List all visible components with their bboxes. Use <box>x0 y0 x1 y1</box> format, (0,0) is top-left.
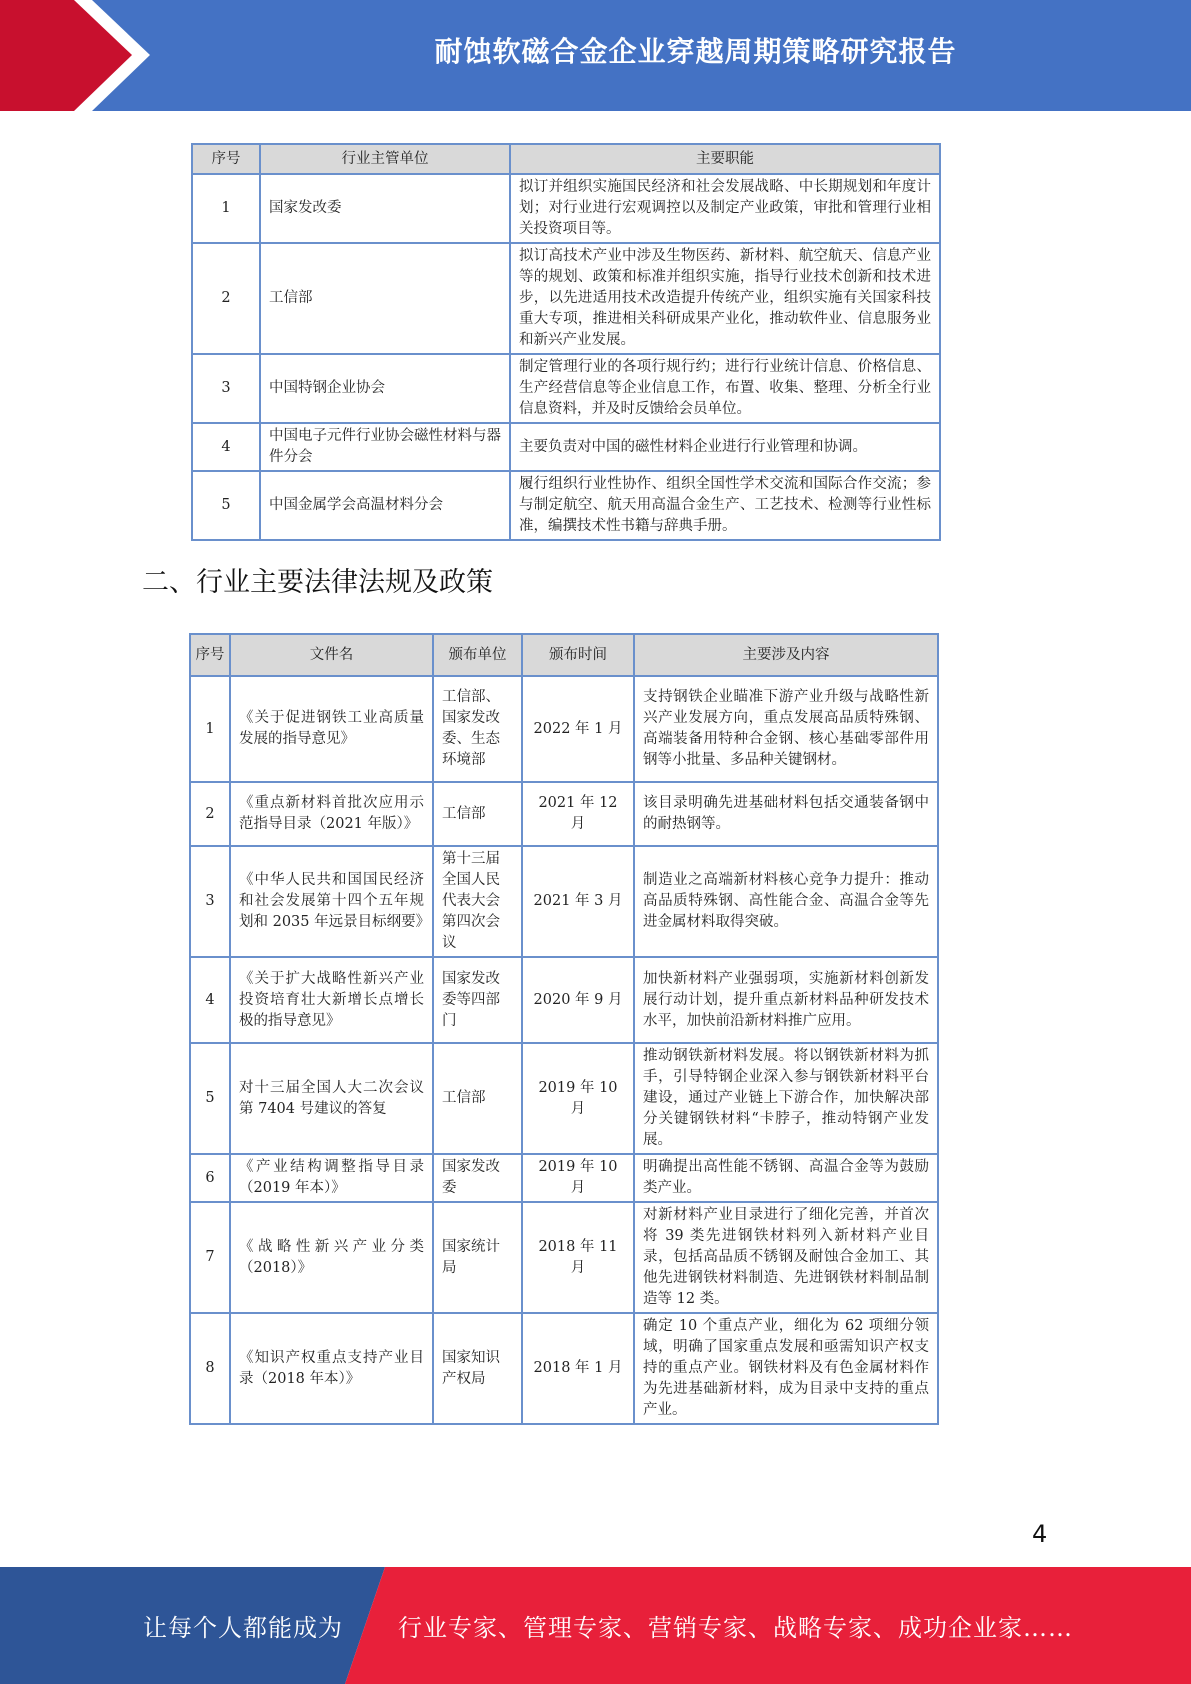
authority-function: 拟订并组织实施国民经济和社会发展战略、中长期规划和年度计划；对行业进行宏观调控以及制定产业政策，审批和管理行业相关投资项目等。 <box>510 174 940 243</box>
column-header: 文件名 <box>230 634 433 676</box>
policy-content: 对新材料产业目录进行了细化完善，并首次将 39 类先进钢铁材料列入新材料产业目录，包括高品质不锈钢及耐蚀合金加工、其他先进钢铁材料制造、先进钢铁材料制品制造等 12 类。 <box>634 1202 938 1313</box>
row-index: 4 <box>190 957 230 1043</box>
report-title: 耐蚀软磁合金企业穿越周期策略研究报告 <box>434 35 957 68</box>
column-header: 行业主管单位 <box>260 144 510 174</box>
section-heading: 二、行业主要法律法规及政策 <box>142 567 493 598</box>
document-name: 《重点新材料首批次应用示范指导目录（2021 年版）》 <box>230 782 433 846</box>
row-index: 8 <box>190 1313 230 1424</box>
table-row <box>190 1043 938 1154</box>
table-header-row <box>192 144 940 174</box>
table-row <box>190 782 938 846</box>
authority-name: 中国金属学会高温材料分会 <box>260 471 510 540</box>
row-index: 1 <box>190 676 230 782</box>
table-row <box>192 243 940 354</box>
row-index: 4 <box>192 423 260 471</box>
column-header: 颁布单位 <box>433 634 522 676</box>
table-row <box>190 1313 938 1424</box>
policy-content: 确定 10 个重点产业，细化为 62 项细分领域，明确了国家重点发展和亟需知识产权支持的重点产业。钢铁材料及有色金属材料作为先进基础新材料，成为目录中支持的重点产业。 <box>634 1313 938 1424</box>
issue-date: 2020 年 9 月 <box>522 957 634 1043</box>
policy-content: 推动钢铁新材料发展。将以钢铁新材料为抓手，引导特钢企业深入参与钢铁新材料平台建设，通过产业链上下游合作，加快解决部分关键钢铁材料“卡脖子，推动特钢产业发展。 <box>634 1043 938 1154</box>
table-row <box>190 1154 938 1202</box>
row-index: 1 <box>192 174 260 243</box>
authority-name: 中国电子元件行业协会磁性材料与器件分会 <box>260 423 510 471</box>
page-footer <box>0 1567 1191 1684</box>
issuing-authority: 工信部 <box>433 1043 522 1154</box>
policy-content: 制造业之高端新材料核心竞争力提升：推动高品质特殊钢、高性能合金、高温合金等先进金属材料取得突破。 <box>634 846 938 957</box>
document-name: 《知识产权重点支持产业目录（2018 年本）》 <box>230 1313 433 1424</box>
issue-date: 2021 年 3 月 <box>522 846 634 957</box>
policy-table <box>189 633 939 1425</box>
policy-content: 明确提出高性能不锈钢、高温合金等为鼓励类产业。 <box>634 1154 938 1202</box>
table-row <box>192 174 940 243</box>
document-name: 《关于促进钢铁工业高质量发展的指导意见》 <box>230 676 433 782</box>
row-index: 5 <box>190 1043 230 1154</box>
authority-name: 工信部 <box>260 243 510 354</box>
authority-function: 拟订高技术产业中涉及生物医药、新材料、航空航天、信息产业等的规划、政策和标准并组织实施，指导行业技术创新和技术进步，以先进适用技术改造提升传统产业，组织实施有关国家科技重大专项，推进相关科研成果产业化，推动软件业、信息服务业和新兴产业发展。 <box>510 243 940 354</box>
issue-date: 2021 年 12 月 <box>522 782 634 846</box>
issuing-authority: 国家统计局 <box>433 1202 522 1313</box>
issuing-authority: 国家发改委等四部门 <box>433 957 522 1043</box>
issue-date: 2022 年 1 月 <box>522 676 634 782</box>
column-header: 序号 <box>192 144 260 174</box>
policy-content: 该目录明确先进基础材料包括交通装备钢中的耐热钢等。 <box>634 782 938 846</box>
issue-date: 2018 年 1 月 <box>522 1313 634 1424</box>
page-header <box>0 0 1191 111</box>
document-name: 《产业结构调整指导目录（2019 年本）》 <box>230 1154 433 1202</box>
table-row <box>192 471 940 540</box>
authority-function: 制定管理行业的各项行规行约；进行行业统计信息、价格信息、生产经营信息等企业信息工作，布置、收集、整理、分析全行业信息资料，并及时反馈给会员单位。 <box>510 354 940 423</box>
issue-date: 2019 年 10 月 <box>522 1154 634 1202</box>
authority-name: 中国特钢企业协会 <box>260 354 510 423</box>
authority-function: 主要负责对中国的磁性材料企业进行行业管理和协调。 <box>510 423 940 471</box>
policy-content: 支持钢铁企业瞄准下游产业升级与战略性新兴产业发展方向，重点发展高品质特殊钢、高端装备用特种合金钢、核心基础零部件用钢等小批量、多品种关键钢材。 <box>634 676 938 782</box>
column-header: 主要涉及内容 <box>634 634 938 676</box>
issuing-authority: 工信部 <box>433 782 522 846</box>
issuing-authority: 第十三届全国人民代表大会第四次会议 <box>433 846 522 957</box>
footer-slogan-left: 让每个人都能成为 <box>143 1614 343 1642</box>
row-index: 6 <box>190 1154 230 1202</box>
document-name: 《关于扩大战略性新兴产业投资培育壮大新增长点增长极的指导意见》 <box>230 957 433 1043</box>
authority-function: 履行组织行业性协作、组织全国性学术交流和国际合作交流；参与制定航空、航天用高温合金生产、工艺技术、检测等行业性标准，编撰技术性书籍与辞典手册。 <box>510 471 940 540</box>
issue-date: 2018 年 11 月 <box>522 1202 634 1313</box>
authority-name: 国家发改委 <box>260 174 510 243</box>
row-index: 5 <box>192 471 260 540</box>
issuing-authority: 国家发改委 <box>433 1154 522 1202</box>
table-row <box>190 846 938 957</box>
issuing-authority: 国家知识产权局 <box>433 1313 522 1424</box>
row-index: 2 <box>190 782 230 846</box>
table-row <box>190 1202 938 1313</box>
table-row <box>190 676 938 782</box>
document-name: 《中华人民共和国国民经济和社会发展第十四个五年规划和 2035 年远景目标纲要》 <box>230 846 433 957</box>
table-row <box>190 957 938 1043</box>
row-index: 7 <box>190 1202 230 1313</box>
table-row <box>192 354 940 423</box>
document-name: 对十三届全国人大二次会议第 7404 号建议的答复 <box>230 1043 433 1154</box>
row-index: 3 <box>192 354 260 423</box>
table-header-row <box>190 634 938 676</box>
regulator-table <box>191 143 941 541</box>
policy-content: 加快新材料产业强弱项，实施新材料创新发展行动计划，提升重点新材料品种研发技术水平，加快前沿新材料推广应用。 <box>634 957 938 1043</box>
footer-slogan-right: 行业专家、管理专家、营销专家、战略专家、成功企业家…… <box>398 1614 1073 1642</box>
table-row <box>192 423 940 471</box>
row-index: 2 <box>192 243 260 354</box>
column-header: 序号 <box>190 634 230 676</box>
issuing-authority: 工信部、国家发改委、生态环境部 <box>433 676 522 782</box>
page-number: 4 <box>1032 1520 1048 1548</box>
document-name: 《战略性新兴产业分类（2018）》 <box>230 1202 433 1313</box>
row-index: 3 <box>190 846 230 957</box>
issue-date: 2019 年 10 月 <box>522 1043 634 1154</box>
column-header: 主要职能 <box>510 144 940 174</box>
column-header: 颁布时间 <box>522 634 634 676</box>
